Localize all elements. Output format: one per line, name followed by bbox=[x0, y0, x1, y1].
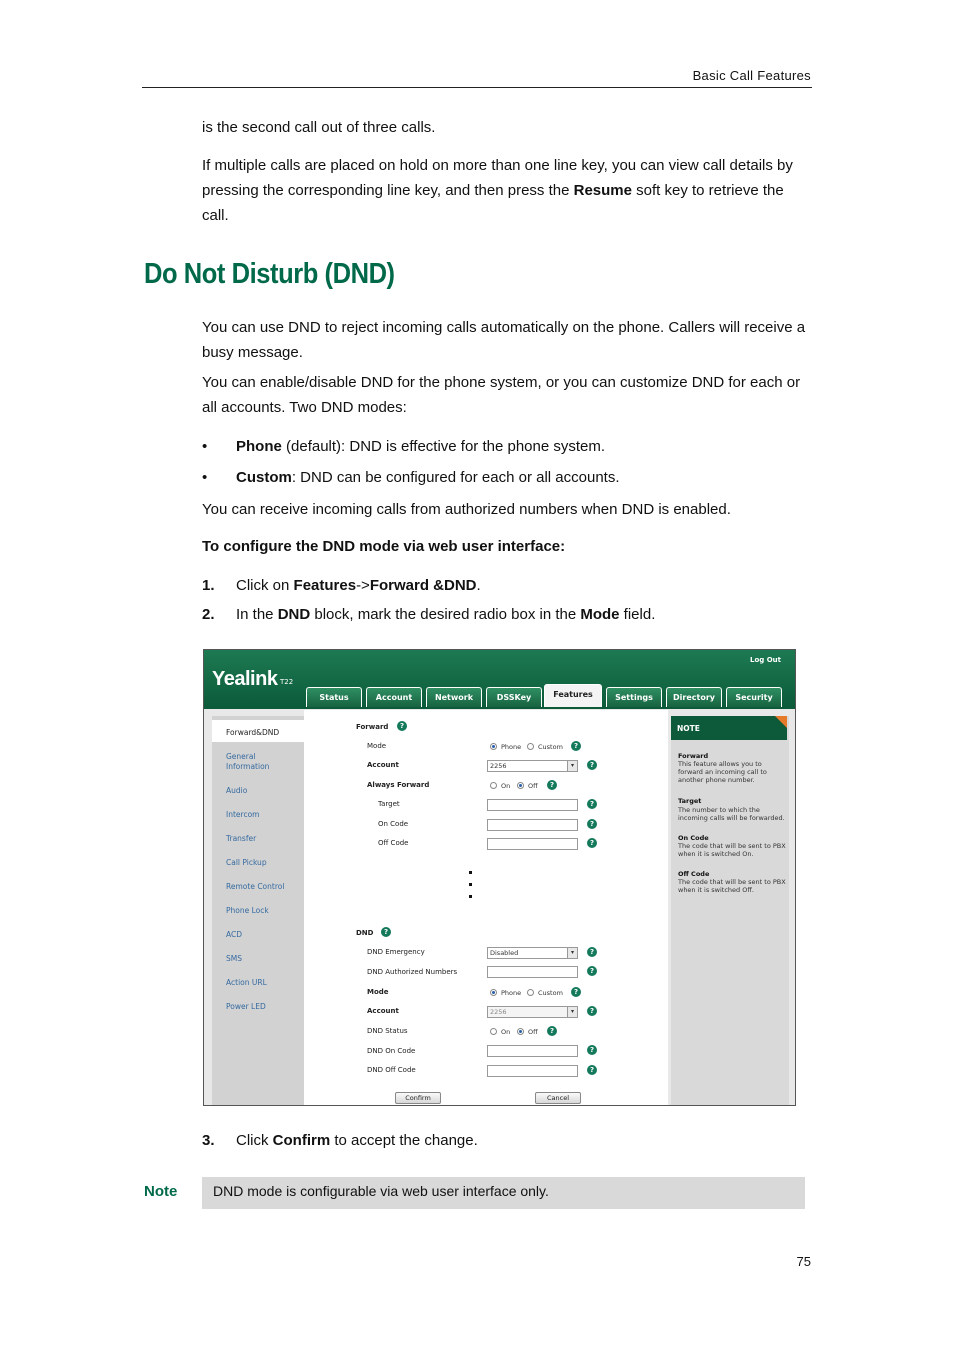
confirm-button[interactable]: Confirm bbox=[395, 1092, 441, 1104]
tab-underline bbox=[204, 707, 796, 709]
always-forward-on-radio[interactable] bbox=[490, 782, 497, 789]
note-box: DND mode is configurable via web user interface only. bbox=[202, 1177, 805, 1209]
intro-line: is the second call out of three calls. bbox=[202, 119, 436, 136]
nav-call-pickup[interactable]: Call Pickup bbox=[226, 858, 267, 867]
dnd-mode-help-icon[interactable]: ? bbox=[571, 987, 581, 997]
dnd-off-code-label: DND Off Code bbox=[367, 1066, 416, 1074]
forward-mode-phone-radio[interactable] bbox=[490, 743, 497, 750]
logout-link[interactable]: Log Out bbox=[750, 656, 781, 664]
page-number: 75 bbox=[796, 1254, 811, 1269]
tab-dsskey[interactable]: DSSKey bbox=[486, 687, 542, 708]
dnd-status-help-icon[interactable]: ? bbox=[547, 1026, 557, 1036]
nav-general-information[interactable]: General Information bbox=[226, 752, 270, 771]
target-input[interactable] bbox=[487, 799, 578, 811]
off-code-label: Off Code bbox=[378, 839, 409, 847]
off-code-help-icon[interactable]: ? bbox=[587, 838, 597, 848]
dnd-on-code-help-icon[interactable]: ? bbox=[587, 1045, 597, 1055]
always-forward-help-icon[interactable]: ? bbox=[547, 780, 557, 790]
dnd-status-on-radio[interactable] bbox=[490, 1028, 497, 1035]
dnd-mode-phone-label: Phone bbox=[501, 989, 522, 997]
nav-action-url[interactable]: Action URL bbox=[226, 978, 267, 987]
forward-account-help-icon[interactable]: ? bbox=[587, 760, 597, 770]
tab-network[interactable]: Network bbox=[426, 687, 482, 708]
dnd-off-code-help-icon[interactable]: ? bbox=[587, 1065, 597, 1075]
dnd-account-label: Account bbox=[367, 1007, 399, 1015]
always-forward-off-radio[interactable] bbox=[517, 782, 524, 789]
dnd-modes-paragraph: You can enable/disable DND for the phone system, or you can customize DND for each or all accounts. Two DND modes: bbox=[202, 374, 801, 416]
nav-forward-dnd[interactable]: Forward&DND bbox=[226, 728, 280, 737]
dnd-authorized-input[interactable] bbox=[487, 966, 578, 978]
nav-intercom[interactable]: Intercom bbox=[226, 810, 260, 819]
dnd-intro-paragraph: You can use DND to reject incoming calls automatically on the phone. Callers will receive a busy message. bbox=[202, 319, 806, 361]
tab-account[interactable]: Account bbox=[366, 687, 422, 708]
chevron-down-icon: ▾ bbox=[567, 761, 577, 771]
dnd-mode-custom-label: Custom bbox=[538, 989, 563, 997]
header-rule bbox=[142, 87, 812, 88]
dnd-status-on-label: On bbox=[501, 1028, 511, 1036]
authorized-paragraph: You can receive incoming calls from authorized numbers when DND is enabled. bbox=[202, 501, 731, 518]
yealink-logo: Yealink bbox=[212, 668, 278, 690]
dnd-help-icon[interactable]: ? bbox=[381, 927, 391, 937]
forward-help-icon[interactable]: ? bbox=[397, 721, 407, 731]
always-forward-on-label: On bbox=[501, 782, 511, 790]
note-on-code-title: On Code bbox=[678, 834, 709, 842]
dnd-on-code-label: DND On Code bbox=[367, 1047, 416, 1055]
nav-power-led[interactable]: Power LED bbox=[226, 1002, 266, 1011]
note-panel-heading: NOTE bbox=[671, 716, 787, 740]
nav-sms[interactable]: SMS bbox=[226, 954, 242, 963]
forward-account-select[interactable]: 2256 ▾ bbox=[487, 760, 578, 772]
nav-phone-lock[interactable]: Phone Lock bbox=[226, 906, 269, 915]
ellipsis-dot bbox=[469, 871, 472, 874]
chevron-down-icon: ▾ bbox=[567, 1007, 577, 1017]
procedure-title: To configure the DND mode via web user interface: bbox=[202, 538, 566, 555]
section-title: Do Not Disturb (DND) bbox=[144, 258, 395, 290]
forward-mode-phone-label: Phone bbox=[501, 743, 522, 751]
running-header: Basic Call Features bbox=[692, 68, 811, 83]
dnd-authorized-help-icon[interactable]: ? bbox=[587, 966, 597, 976]
tab-features[interactable]: Features bbox=[544, 684, 602, 709]
note-corner-icon bbox=[775, 716, 787, 728]
dnd-account-select[interactable]: 2256 ▾ bbox=[487, 1006, 578, 1018]
cancel-button[interactable]: Cancel bbox=[535, 1092, 581, 1104]
resume-term: Resume bbox=[573, 182, 632, 199]
forward-mode-custom-radio[interactable] bbox=[527, 743, 534, 750]
always-forward-off-label: Off bbox=[528, 782, 538, 790]
nav-audio[interactable]: Audio bbox=[226, 786, 248, 795]
settings-content bbox=[304, 710, 668, 1106]
chevron-down-icon: ▾ bbox=[567, 948, 577, 958]
dnd-off-code-input[interactable] bbox=[487, 1065, 578, 1077]
note-forward-title: Forward bbox=[678, 752, 709, 760]
tab-security[interactable]: Security bbox=[726, 687, 782, 708]
note-forward-text: This feature allows you to forward an incoming call to another phone number. bbox=[678, 760, 767, 784]
web-ui-screenshot bbox=[203, 649, 796, 1106]
dnd-emergency-label: DND Emergency bbox=[367, 948, 425, 956]
off-code-input[interactable] bbox=[487, 838, 578, 850]
dnd-status-off-radio[interactable] bbox=[517, 1028, 524, 1035]
model-label: T22 bbox=[280, 678, 294, 686]
dnd-heading: DND bbox=[356, 929, 374, 937]
on-code-help-icon[interactable]: ? bbox=[587, 819, 597, 829]
ellipsis-dot bbox=[469, 883, 472, 886]
note-target-text: The number to which the incoming calls will be forwarded. bbox=[678, 806, 785, 822]
target-label: Target bbox=[378, 800, 400, 808]
dnd-status-label: DND Status bbox=[367, 1027, 408, 1035]
note-off-code-title: Off Code bbox=[678, 870, 710, 878]
forward-mode-custom-label: Custom bbox=[538, 743, 563, 751]
tab-status[interactable]: Status bbox=[306, 687, 362, 708]
dnd-emergency-select[interactable]: Disabled ▾ bbox=[487, 947, 578, 959]
target-help-icon[interactable]: ? bbox=[587, 799, 597, 809]
always-forward-label: Always Forward bbox=[367, 781, 430, 789]
nav-transfer[interactable]: Transfer bbox=[226, 834, 257, 843]
dnd-mode-custom-radio[interactable] bbox=[527, 989, 534, 996]
forward-account-label: Account bbox=[367, 761, 399, 769]
dnd-emergency-help-icon[interactable]: ? bbox=[587, 947, 597, 957]
forward-mode-help-icon[interactable]: ? bbox=[571, 741, 581, 751]
dnd-on-code-input[interactable] bbox=[487, 1045, 578, 1057]
ellipsis-dot bbox=[469, 895, 472, 898]
dnd-account-help-icon[interactable]: ? bbox=[587, 1006, 597, 1016]
dnd-mode-phone-radio[interactable] bbox=[490, 989, 497, 996]
forward-heading: Forward bbox=[356, 723, 389, 731]
forward-mode-label: Mode bbox=[367, 742, 387, 750]
tab-directory[interactable]: Directory bbox=[666, 687, 722, 708]
tab-settings[interactable]: Settings bbox=[606, 687, 662, 708]
note-on-code-text: The code that will be sent to PBX when it is switched On. bbox=[678, 842, 786, 858]
on-code-input[interactable] bbox=[487, 819, 578, 831]
dnd-status-off-label: Off bbox=[528, 1028, 538, 1036]
note-off-code-text: The code that will be sent to PBX when it is switched Off. bbox=[678, 878, 786, 894]
nav-acd[interactable]: ACD bbox=[226, 930, 243, 939]
note-target-title: Target bbox=[678, 797, 702, 805]
intro-paragraph: If multiple calls are placed on hold on more than one line key, you can view call details by pressing the corresponding line key, and then press the Resume soft key to retrieve the call. bbox=[202, 157, 793, 224]
on-code-label: On Code bbox=[378, 820, 409, 828]
nav-remote-control[interactable]: Remote Control bbox=[226, 882, 285, 891]
dnd-authorized-label: DND Authorized Numbers bbox=[367, 968, 458, 976]
dnd-mode-label: Mode bbox=[367, 988, 389, 996]
note-label: Note bbox=[144, 1183, 178, 1200]
